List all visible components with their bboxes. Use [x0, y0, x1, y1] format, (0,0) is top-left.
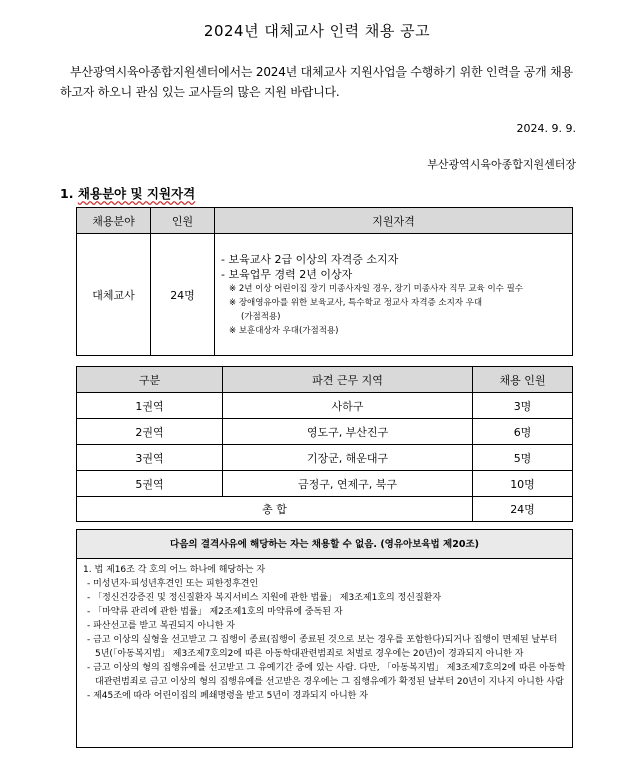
total-label: 총 합 — [77, 497, 473, 522]
total-count: 24명 — [473, 497, 573, 522]
header-hiring-count: 채용 인원 — [473, 367, 573, 393]
count-cell: 3명 — [473, 393, 573, 419]
zone-cell: 5권역 — [77, 471, 223, 497]
note-text: ※ 장애영유아를 위한 보육교사, 특수학교 정교사 자격증 소지자 우대 — [229, 297, 483, 308]
note-text-continued: (가점적용) — [241, 311, 281, 322]
zone-cell: 3권역 — [77, 445, 223, 471]
announcement-date: 2024. 9. 9. — [516, 122, 576, 135]
list-item: - 금고 이상의 형의 집행유예를 선고받고 그 유예기간 중에 있는 사람. 다만, 「아동복지법」 제3조제7호의2에 따른 아동학대관련범죄로 금고 이상의 형의 집행유예를 선고받은 경우에는 그 집행유예가 확정된 날부터 20년이 지나지 아니한 사람 — [87, 663, 566, 687]
requirement-item: - 보육교사 2급 이상의 자격증 소지자 — [221, 252, 399, 266]
header-area: 파견 근무 지역 — [223, 367, 473, 393]
note-item: ※ 2년 이상 어린이집 장기 미종사자일 경우, 장기 미종사자 직무 교육 이수 필수 — [229, 283, 523, 294]
header-field: 채용분야 — [77, 208, 151, 234]
list-item: - 금고 이상의 실형을 선고받고 그 집행이 종료(집행이 종료된 것으로 보는 경우를 포함한다)되거나 집행이 면제된 날부터 5년(「아동복지법」 제3조제7호의2에 따른 아동학대관련범죄로 처벌로 경우에는 20년)이 경과되지 아니한 자 — [87, 635, 558, 659]
section-heading — [60, 184, 195, 202]
table-row — [77, 419, 573, 445]
area-cell: 금정구, 연제구, 북구 — [223, 471, 473, 497]
field-cell: 대체교사 — [77, 234, 151, 356]
table-header-row — [77, 208, 573, 234]
count-cell: 24명 — [151, 234, 215, 356]
area-cell: 사하구 — [223, 393, 473, 419]
table-row — [77, 471, 573, 497]
table-row — [77, 234, 573, 356]
list-item: - 파산선고를 받고 복권되지 아니한 자 — [87, 621, 235, 631]
list-item: - 「정신건강증진 및 정신질환자 복지서비스 지원에 관한 법률」 제3조제1호의 정신질환자 — [87, 593, 442, 603]
page-title: 2024년 대체교사 인력 채용 공고 — [203, 22, 431, 40]
disqualification-heading: 다음의 결격사유에 해당하는 자는 채용할 수 없음. (영유아보육법 제20조) — [77, 530, 572, 559]
count-cell: 10명 — [473, 471, 573, 497]
total-row — [77, 497, 573, 522]
disqualification-intro: 1. 법 제16조 각 호의 어느 하나에 해당하는 자 — [83, 565, 266, 575]
issuer-signature: 부산광역시육아종합지원센터장 — [427, 158, 576, 171]
header-qualifications: 지원자격 — [215, 208, 573, 234]
header-count: 인원 — [151, 208, 215, 234]
count-cell: 6명 — [473, 419, 573, 445]
section-title: 채용분야 및 지원자격 — [77, 186, 196, 201]
note-item: ※ 보훈대상자 우대(가점적용) — [229, 325, 339, 336]
section-number: 1. — [60, 186, 74, 201]
table-row — [77, 393, 573, 419]
note-item — [221, 296, 566, 324]
list-item: - 미성년자·피성년후견인 또는 피한정후견인 — [87, 579, 259, 589]
disqualification-box — [76, 529, 573, 748]
disqualification-body — [77, 559, 572, 703]
recruitment-field-table — [76, 207, 573, 356]
zone-cell: 2권역 — [77, 419, 223, 445]
intro-paragraph: 부산광역시육아종합지원센터에서는 2024년 대체교사 지원사업을 수행하기 위한 인력을 공개 채용하고자 하오니 관심 있는 교사들의 많은 지원 바랍니다. — [60, 65, 573, 99]
table-row — [77, 445, 573, 471]
header-zone: 구분 — [77, 367, 223, 393]
zone-cell: 1권역 — [77, 393, 223, 419]
area-cell: 영도구, 부산진구 — [223, 419, 473, 445]
list-item: - 제45조에 따라 어린이집의 폐쇄명령을 받고 5년이 경과되지 아니한 자 — [87, 691, 368, 701]
count-cell: 5명 — [473, 445, 573, 471]
list-item: - 「마약류 관리에 관한 법률」 제2조제1호의 마약류에 중독된 자 — [87, 607, 343, 617]
area-cell: 기장군, 해운대구 — [223, 445, 473, 471]
qualifications-cell — [215, 234, 573, 356]
requirement-item: - 보육업무 경력 2년 이상자 — [221, 267, 353, 281]
dispatch-region-table — [76, 366, 573, 522]
table-header-row — [77, 367, 573, 393]
